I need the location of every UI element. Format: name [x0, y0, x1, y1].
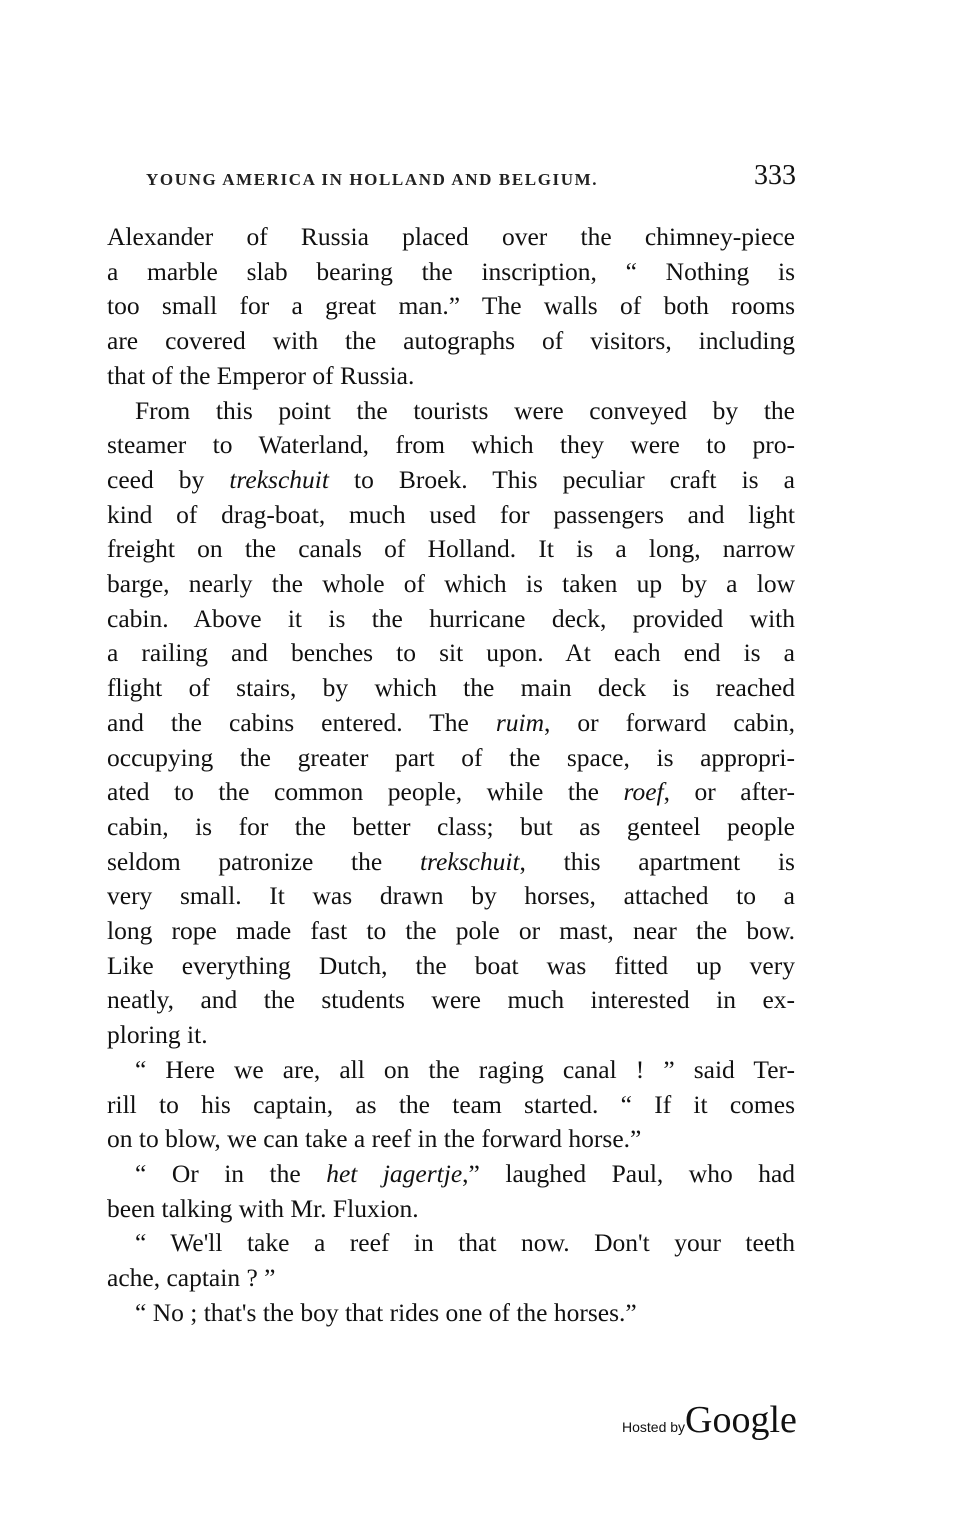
- italic-text: roef: [623, 777, 664, 807]
- text-segment: freight on the canals of Holland. It is a long, narrow: [107, 534, 795, 564]
- text-segment: neatly, and the students were much interested in ex-: [107, 985, 795, 1015]
- text-line: [107, 1192, 795, 1226]
- text-line: [107, 775, 795, 809]
- italic-text: ruim: [495, 707, 544, 737]
- italic-text: het jagertje: [326, 1158, 463, 1188]
- text-line: [107, 879, 795, 913]
- text-line: [107, 741, 795, 775]
- text-segment: ploring it.: [107, 1020, 208, 1050]
- text-line: [107, 949, 795, 983]
- text-line: [107, 220, 795, 254]
- text-line: [107, 463, 795, 497]
- hosted-by-google-watermark: [622, 1398, 797, 1444]
- text-line: [107, 845, 795, 879]
- text-segment: steamer to Waterland, from which they were to pro-: [107, 430, 795, 460]
- text-segment: From this point the tourists were conveyed by the: [135, 395, 795, 425]
- text-segment: too small for a great man.” The walls of both rooms: [107, 291, 795, 321]
- text-line: [135, 1157, 795, 1191]
- text-segment: on to blow, we can take a reef in the forward horse.”: [107, 1124, 642, 1154]
- text-segment: seldom patronize the: [107, 846, 420, 876]
- text-line: [107, 289, 795, 323]
- text-segment: , or after-: [663, 777, 795, 807]
- text-segment: ated to the common people, while the: [107, 777, 624, 807]
- text-segment: occupying the greater part of the space, is appropri-: [107, 742, 795, 772]
- text-segment: Alexander of Russia placed over the chimney-piece: [107, 222, 795, 251]
- running-header: [146, 160, 796, 200]
- text-line: [135, 1053, 795, 1087]
- text-line: [107, 706, 795, 740]
- text-segment: been talking with Mr. Fluxion.: [107, 1193, 419, 1223]
- text-segment: are covered with the autographs of visitors, including: [107, 326, 795, 356]
- text-line: [107, 428, 795, 462]
- text-line: [107, 914, 795, 948]
- text-line: [107, 1261, 795, 1295]
- text-line: [107, 602, 795, 636]
- text-segment: ache, captain ? ”: [107, 1263, 276, 1292]
- hosted-by-label: Hosted by: [622, 1419, 686, 1435]
- text-segment: flight of stairs, by which the main deck is reached: [107, 673, 795, 703]
- text-segment: “ We'll take a reef in that now. Don't your teeth: [135, 1228, 795, 1258]
- text-segment: rill to his captain, as the team started. “ If it comes: [107, 1089, 795, 1119]
- text-line: [107, 255, 795, 289]
- text-segment: “ No ; that's the boy that rides one of the horses.”: [135, 1297, 637, 1327]
- text-segment: “ Or in the: [135, 1158, 327, 1188]
- text-line: [107, 324, 795, 358]
- text-line: [107, 671, 795, 705]
- text-line: [135, 1296, 795, 1330]
- text-segment: very small. It was drawn by horses, attached to a: [107, 881, 795, 911]
- text-line: [107, 359, 795, 393]
- page-number: 333: [754, 160, 796, 191]
- text-segment: a railing and benches to sit upon. At each end is a: [107, 638, 795, 668]
- google-logo: Google: [685, 1399, 797, 1441]
- text-line: [135, 394, 795, 428]
- text-segment: to Broek. This peculiar craft is a: [328, 464, 795, 494]
- text-segment: cabin, is for the better class; but as genteel people: [107, 811, 795, 841]
- text-line: [107, 1088, 795, 1122]
- italic-text: trekschuit: [419, 846, 520, 876]
- text-line: [107, 532, 795, 566]
- italic-text: trekschuit: [229, 464, 329, 494]
- text-line: [107, 1018, 795, 1052]
- text-segment: ceed by: [107, 464, 230, 494]
- text-segment: ,” laughed Paul, who had: [462, 1158, 796, 1188]
- text-segment: barge, nearly the whole of which is taken up by a low: [107, 569, 795, 598]
- text-line: [107, 498, 795, 532]
- text-segment: cabin. Above it is the hurricane deck, provided with: [107, 603, 795, 633]
- text-line: [107, 1122, 795, 1156]
- text-line: [107, 810, 795, 844]
- text-segment: a marble slab bearing the inscription, “ Nothing is: [107, 256, 795, 286]
- text-line: [107, 567, 795, 601]
- text-segment: that of the Emperor of Russia.: [107, 360, 415, 390]
- text-segment: kind of drag-boat, much used for passengers and light: [107, 499, 795, 529]
- text-segment: , or forward cabin,: [544, 707, 795, 737]
- text-segment: , this apartment is: [519, 846, 795, 876]
- text-segment: “ Here we are, all on the raging canal ! ” said Ter-: [135, 1054, 795, 1084]
- text-segment: long rope made fast to the pole or mast, near the bow.: [107, 916, 795, 945]
- text-line: [107, 636, 795, 670]
- text-line: [135, 1226, 795, 1260]
- text-segment: Like everything Dutch, the boat was fitted up very: [107, 950, 795, 980]
- text-segment: and the cabins entered. The: [107, 707, 496, 737]
- text-line: [107, 983, 795, 1017]
- running-title: YOUNG AMERICA IN HOLLAND AND BELGIUM.: [146, 170, 599, 189]
